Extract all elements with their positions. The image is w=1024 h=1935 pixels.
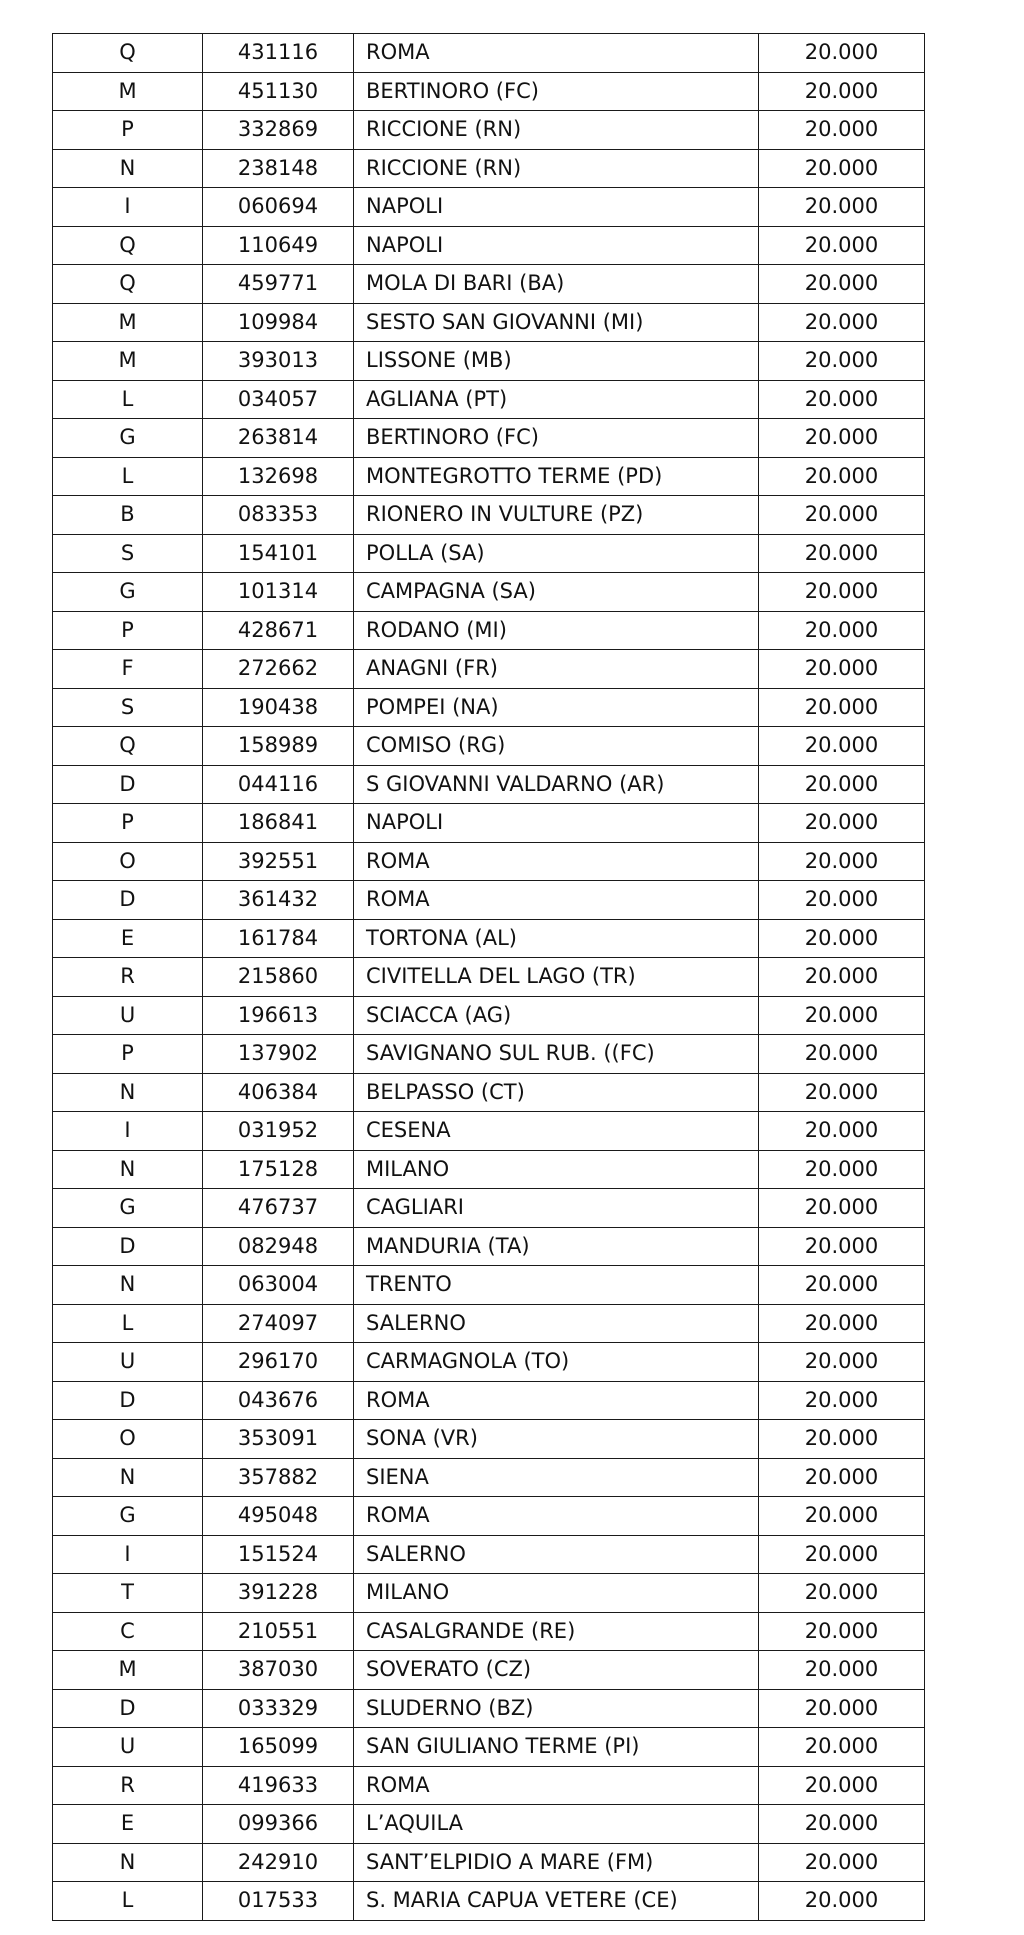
letter-cell: G: [53, 419, 203, 458]
letter-cell: P: [53, 804, 203, 843]
letter-cell: N: [53, 1843, 203, 1882]
amount-cell: 20.000: [759, 1612, 925, 1651]
code-cell: 175128: [203, 1150, 354, 1189]
amount-cell: 20.000: [759, 419, 925, 458]
letter-cell: C: [53, 1612, 203, 1651]
code-cell: 158989: [203, 727, 354, 766]
city-cell: CARMAGNOLA (TO): [354, 1343, 759, 1382]
city-cell: ROMA: [354, 34, 759, 73]
code-cell: 274097: [203, 1304, 354, 1343]
city-cell: ROMA: [354, 1381, 759, 1420]
city-cell: SAVIGNANO SUL RUB. ((FC): [354, 1035, 759, 1074]
code-cell: 242910: [203, 1843, 354, 1882]
code-cell: 082948: [203, 1227, 354, 1266]
code-cell: 357882: [203, 1458, 354, 1497]
letter-cell: U: [53, 1343, 203, 1382]
letter-cell: U: [53, 1728, 203, 1767]
code-cell: 476737: [203, 1189, 354, 1228]
amount-cell: 20.000: [759, 1766, 925, 1805]
letter-cell: Q: [53, 265, 203, 304]
amount-cell: 20.000: [759, 496, 925, 535]
table-row: [53, 1766, 925, 1805]
letter-cell: O: [53, 842, 203, 881]
table-row: [53, 34, 925, 73]
table-row: [53, 1304, 925, 1343]
amount-cell: 20.000: [759, 650, 925, 689]
city-cell: NAPOLI: [354, 804, 759, 843]
code-cell: 431116: [203, 34, 354, 73]
letter-cell: N: [53, 1150, 203, 1189]
amount-cell: 20.000: [759, 1189, 925, 1228]
letter-cell: L: [53, 1304, 203, 1343]
letter-cell: N: [53, 1266, 203, 1305]
amount-cell: 20.000: [759, 265, 925, 304]
code-cell: 459771: [203, 265, 354, 304]
letter-cell: R: [53, 1766, 203, 1805]
results-table: [52, 33, 925, 1921]
code-cell: 238148: [203, 149, 354, 188]
amount-cell: 20.000: [759, 1381, 925, 1420]
letter-cell: O: [53, 1420, 203, 1459]
table-row: [53, 650, 925, 689]
city-cell: CAGLIARI: [354, 1189, 759, 1228]
table-row: [53, 958, 925, 997]
table-row: [53, 303, 925, 342]
amount-cell: 20.000: [759, 1343, 925, 1382]
table-row: [53, 1805, 925, 1844]
letter-cell: T: [53, 1574, 203, 1613]
table-row: [53, 1689, 925, 1728]
amount-cell: 20.000: [759, 1574, 925, 1613]
code-cell: 332869: [203, 111, 354, 150]
city-cell: TORTONA (AL): [354, 919, 759, 958]
city-cell: AGLIANA (PT): [354, 380, 759, 419]
amount-cell: 20.000: [759, 1266, 925, 1305]
code-cell: 361432: [203, 881, 354, 920]
table-row: [53, 1073, 925, 1112]
letter-cell: I: [53, 188, 203, 227]
letter-cell: G: [53, 573, 203, 612]
table-row: [53, 111, 925, 150]
letter-cell: M: [53, 342, 203, 381]
amount-cell: 20.000: [759, 765, 925, 804]
code-cell: 083353: [203, 496, 354, 535]
code-cell: 392551: [203, 842, 354, 881]
letter-cell: S: [53, 534, 203, 573]
city-cell: BELPASSO (CT): [354, 1073, 759, 1112]
letter-cell: I: [53, 1535, 203, 1574]
code-cell: 391228: [203, 1574, 354, 1613]
table-row: [53, 1266, 925, 1305]
amount-cell: 20.000: [759, 1073, 925, 1112]
city-cell: ROMA: [354, 1766, 759, 1805]
letter-cell: M: [53, 1651, 203, 1690]
letter-cell: N: [53, 149, 203, 188]
amount-cell: 20.000: [759, 149, 925, 188]
amount-cell: 20.000: [759, 727, 925, 766]
letter-cell: D: [53, 765, 203, 804]
city-cell: ANAGNI (FR): [354, 650, 759, 689]
amount-cell: 20.000: [759, 188, 925, 227]
code-cell: 151524: [203, 1535, 354, 1574]
city-cell: CESENA: [354, 1112, 759, 1151]
code-cell: 165099: [203, 1728, 354, 1767]
amount-cell: 20.000: [759, 34, 925, 73]
city-cell: NAPOLI: [354, 226, 759, 265]
amount-cell: 20.000: [759, 72, 925, 111]
code-cell: 419633: [203, 1766, 354, 1805]
table-row: [53, 688, 925, 727]
code-cell: 296170: [203, 1343, 354, 1382]
letter-cell: S: [53, 688, 203, 727]
city-cell: BERTINORO (FC): [354, 419, 759, 458]
table-row: [53, 842, 925, 881]
table-row: [53, 496, 925, 535]
amount-cell: 20.000: [759, 1728, 925, 1767]
letter-cell: U: [53, 996, 203, 1035]
table-row: [53, 611, 925, 650]
amount-cell: 20.000: [759, 1882, 925, 1921]
city-cell: SALERNO: [354, 1304, 759, 1343]
table-row: [53, 226, 925, 265]
amount-cell: 20.000: [759, 1805, 925, 1844]
table-row: [53, 1574, 925, 1613]
results-table-body: [53, 34, 925, 1921]
code-cell: 353091: [203, 1420, 354, 1459]
code-cell: 034057: [203, 380, 354, 419]
table-row: [53, 1035, 925, 1074]
table-row: [53, 188, 925, 227]
city-cell: LISSONE (MB): [354, 342, 759, 381]
code-cell: 017533: [203, 1882, 354, 1921]
city-cell: SONA (VR): [354, 1420, 759, 1459]
city-cell: MANDURIA (TA): [354, 1227, 759, 1266]
table-row: [53, 996, 925, 1035]
code-cell: 109984: [203, 303, 354, 342]
code-cell: 272662: [203, 650, 354, 689]
letter-cell: M: [53, 303, 203, 342]
amount-cell: 20.000: [759, 111, 925, 150]
city-cell: ROMA: [354, 881, 759, 920]
city-cell: BERTINORO (FC): [354, 72, 759, 111]
city-cell: SALERNO: [354, 1535, 759, 1574]
code-cell: 154101: [203, 534, 354, 573]
amount-cell: 20.000: [759, 1458, 925, 1497]
amount-cell: 20.000: [759, 919, 925, 958]
table-row: [53, 1535, 925, 1574]
code-cell: 132698: [203, 457, 354, 496]
amount-cell: 20.000: [759, 380, 925, 419]
code-cell: 428671: [203, 611, 354, 650]
city-cell: NAPOLI: [354, 188, 759, 227]
letter-cell: M: [53, 72, 203, 111]
table-row: [53, 1497, 925, 1536]
letter-cell: Q: [53, 34, 203, 73]
amount-cell: 20.000: [759, 881, 925, 920]
city-cell: SOVERATO (CZ): [354, 1651, 759, 1690]
amount-cell: 20.000: [759, 1112, 925, 1151]
table-row: [53, 765, 925, 804]
table-row: [53, 1112, 925, 1151]
letter-cell: G: [53, 1189, 203, 1228]
table-row: [53, 1612, 925, 1651]
city-cell: S. MARIA CAPUA VETERE (CE): [354, 1882, 759, 1921]
table-row: [53, 919, 925, 958]
city-cell: MILANO: [354, 1574, 759, 1613]
table-row: [53, 1381, 925, 1420]
city-cell: COMISO (RG): [354, 727, 759, 766]
table-row: [53, 1150, 925, 1189]
table-row: [53, 573, 925, 612]
code-cell: 060694: [203, 188, 354, 227]
table-row: [53, 265, 925, 304]
amount-cell: 20.000: [759, 804, 925, 843]
amount-cell: 20.000: [759, 1497, 925, 1536]
code-cell: 161784: [203, 919, 354, 958]
code-cell: 137902: [203, 1035, 354, 1074]
code-cell: 043676: [203, 1381, 354, 1420]
city-cell: SLUDERNO (BZ): [354, 1689, 759, 1728]
table-row: [53, 727, 925, 766]
city-cell: L’AQUILA: [354, 1805, 759, 1844]
letter-cell: P: [53, 111, 203, 150]
letter-cell: L: [53, 380, 203, 419]
city-cell: RICCIONE (RN): [354, 149, 759, 188]
city-cell: POMPEI (NA): [354, 688, 759, 727]
code-cell: 196613: [203, 996, 354, 1035]
amount-cell: 20.000: [759, 457, 925, 496]
letter-cell: Q: [53, 727, 203, 766]
letter-cell: E: [53, 1805, 203, 1844]
code-cell: 186841: [203, 804, 354, 843]
letter-cell: D: [53, 1381, 203, 1420]
letter-cell: I: [53, 1112, 203, 1151]
code-cell: 033329: [203, 1689, 354, 1728]
letter-cell: B: [53, 496, 203, 535]
amount-cell: 20.000: [759, 688, 925, 727]
letter-cell: D: [53, 881, 203, 920]
table-row: [53, 1728, 925, 1767]
letter-cell: Q: [53, 226, 203, 265]
city-cell: CASALGRANDE (RE): [354, 1612, 759, 1651]
code-cell: 387030: [203, 1651, 354, 1690]
city-cell: TRENTO: [354, 1266, 759, 1305]
letter-cell: G: [53, 1497, 203, 1536]
code-cell: 110649: [203, 226, 354, 265]
amount-cell: 20.000: [759, 1150, 925, 1189]
amount-cell: 20.000: [759, 1651, 925, 1690]
code-cell: 044116: [203, 765, 354, 804]
table-row: [53, 1458, 925, 1497]
table-row: [53, 1882, 925, 1921]
code-cell: 099366: [203, 1805, 354, 1844]
amount-cell: 20.000: [759, 1535, 925, 1574]
table-row: [53, 1189, 925, 1228]
amount-cell: 20.000: [759, 1420, 925, 1459]
city-cell: SANT’ELPIDIO A MARE (FM): [354, 1843, 759, 1882]
amount-cell: 20.000: [759, 1304, 925, 1343]
letter-cell: D: [53, 1227, 203, 1266]
code-cell: 215860: [203, 958, 354, 997]
table-row: [53, 149, 925, 188]
city-cell: SESTO SAN GIOVANNI (MI): [354, 303, 759, 342]
letter-cell: E: [53, 919, 203, 958]
amount-cell: 20.000: [759, 1843, 925, 1882]
city-cell: SAN GIULIANO TERME (PI): [354, 1728, 759, 1767]
city-cell: CAMPAGNA (SA): [354, 573, 759, 612]
table-row: [53, 534, 925, 573]
amount-cell: 20.000: [759, 1035, 925, 1074]
code-cell: 101314: [203, 573, 354, 612]
city-cell: CIVITELLA DEL LAGO (TR): [354, 958, 759, 997]
city-cell: MOLA DI BARI (BA): [354, 265, 759, 304]
table-row: [53, 457, 925, 496]
letter-cell: F: [53, 650, 203, 689]
code-cell: 031952: [203, 1112, 354, 1151]
amount-cell: 20.000: [759, 226, 925, 265]
table-row: [53, 1651, 925, 1690]
amount-cell: 20.000: [759, 1689, 925, 1728]
amount-cell: 20.000: [759, 573, 925, 612]
city-cell: RICCIONE (RN): [354, 111, 759, 150]
letter-cell: P: [53, 611, 203, 650]
letter-cell: L: [53, 457, 203, 496]
amount-cell: 20.000: [759, 1227, 925, 1266]
code-cell: 451130: [203, 72, 354, 111]
city-cell: SIENA: [354, 1458, 759, 1497]
city-cell: POLLA (SA): [354, 534, 759, 573]
table-row: [53, 342, 925, 381]
code-cell: 063004: [203, 1266, 354, 1305]
table-row: [53, 380, 925, 419]
table-row: [53, 804, 925, 843]
amount-cell: 20.000: [759, 303, 925, 342]
letter-cell: P: [53, 1035, 203, 1074]
code-cell: 495048: [203, 1497, 354, 1536]
city-cell: ROMA: [354, 1497, 759, 1536]
amount-cell: 20.000: [759, 611, 925, 650]
city-cell: RIONERO IN VULTURE (PZ): [354, 496, 759, 535]
table-row: [53, 1343, 925, 1382]
code-cell: 190438: [203, 688, 354, 727]
city-cell: RODANO (MI): [354, 611, 759, 650]
city-cell: MONTEGROTTO TERME (PD): [354, 457, 759, 496]
city-cell: S GIOVANNI VALDARNO (AR): [354, 765, 759, 804]
code-cell: 406384: [203, 1073, 354, 1112]
table-row: [53, 1843, 925, 1882]
table-row: [53, 72, 925, 111]
city-cell: SCIACCA (AG): [354, 996, 759, 1035]
table-row: [53, 1227, 925, 1266]
amount-cell: 20.000: [759, 958, 925, 997]
table-row: [53, 881, 925, 920]
city-cell: ROMA: [354, 842, 759, 881]
amount-cell: 20.000: [759, 342, 925, 381]
letter-cell: D: [53, 1689, 203, 1728]
letter-cell: R: [53, 958, 203, 997]
city-cell: MILANO: [354, 1150, 759, 1189]
code-cell: 263814: [203, 419, 354, 458]
table-row: [53, 419, 925, 458]
table-row: [53, 1420, 925, 1459]
letter-cell: N: [53, 1458, 203, 1497]
letter-cell: N: [53, 1073, 203, 1112]
amount-cell: 20.000: [759, 534, 925, 573]
amount-cell: 20.000: [759, 842, 925, 881]
letter-cell: L: [53, 1882, 203, 1921]
amount-cell: 20.000: [759, 996, 925, 1035]
code-cell: 210551: [203, 1612, 354, 1651]
code-cell: 393013: [203, 342, 354, 381]
